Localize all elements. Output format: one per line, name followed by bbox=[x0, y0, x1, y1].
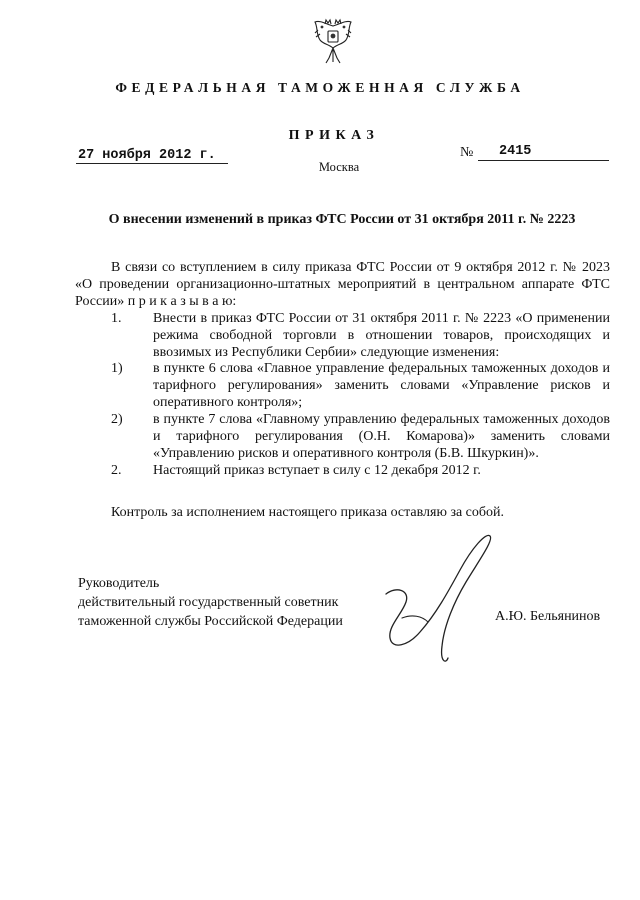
signatory-position bbox=[78, 574, 343, 631]
item-number: 1. bbox=[111, 310, 122, 326]
document-date: 27 ноября 2012 г. bbox=[78, 148, 216, 163]
item-text: Настоящий приказ вступает в силу с 12 декабря 2012 г. bbox=[153, 462, 481, 478]
item-text: Внести в приказ ФТС России от 31 октября 2011 г. № 2223 «О применении режима свободной торговли в отношении товаров, происходящих и ввозимых из Республики Сербии» следующие изменения: bbox=[153, 310, 610, 360]
list-item bbox=[75, 311, 610, 362]
list-item bbox=[75, 463, 610, 480]
list-item bbox=[75, 412, 610, 463]
control-paragraph: Контроль за исполнением настоящего приказа оставляю за собой. bbox=[111, 505, 505, 520]
handwritten-signature bbox=[362, 522, 512, 672]
item-number: 2) bbox=[111, 412, 123, 428]
city: Москва bbox=[318, 160, 360, 174]
coat-of-arms-icon bbox=[312, 18, 354, 66]
item-text: в пункте 7 слова «Главному управлению федеральных таможенных доходов и тарифного регулирования (О.Н. Комарова)» заменить словами «Управлению рисков и оперативного контроля (Б.В. Шкуркин)». bbox=[153, 412, 610, 461]
signatory-name: А.Ю. Бельянинов bbox=[495, 609, 601, 624]
document-number: 2415 bbox=[499, 144, 532, 159]
position-line: таможенной службы Российской Федерации bbox=[78, 614, 343, 629]
document-type: ПРИКАЗ bbox=[288, 128, 380, 143]
item-number: 2. bbox=[111, 462, 122, 478]
number-sign: № bbox=[460, 145, 474, 160]
list-item bbox=[75, 361, 610, 412]
document-body bbox=[75, 260, 610, 480]
document-title: О внесении изменений в приказ ФТС России от 31 октября 2011 г. № 2223 bbox=[108, 212, 576, 227]
position-line: действительный государственный советник bbox=[78, 595, 339, 610]
agency-name: ФЕДЕРАЛЬНАЯ ТАМОЖЕННАЯ СЛУЖБА bbox=[115, 80, 525, 95]
position-line: Руководитель bbox=[78, 576, 160, 591]
intro-paragraph: В связи со вступлением в силу приказа ФТС России от 9 октября 2012 г. № 2023 «О проведении организационно-штатных мероприятий в центральном аппарате ФТС России» п р и к а з ы в а ю: bbox=[75, 260, 610, 309]
item-text: в пункте 6 слова «Главное управление федеральных таможенных доходов и тарифного регулирования» заменить словами «Управление рисков и оперативного контроля»; bbox=[153, 361, 610, 411]
item-number: 1) bbox=[111, 361, 123, 377]
